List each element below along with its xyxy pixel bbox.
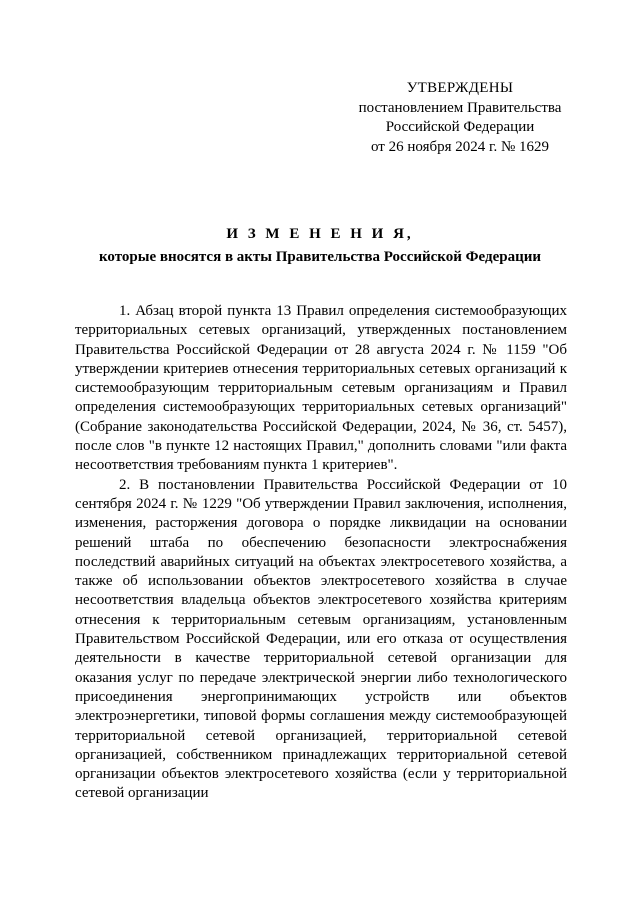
paragraph-2: 2. В постановлении Правительства Российской Федерации от 10 сентября 2024 г. № 1229 "Об утверждении Правил заключения, исполнения, изменения, расторжения договора о порядке ликвидации на основании решений штаба по обеспечению безопасности электроснабжения последствий аварийных ситуаций на объектах электросетевого хозяйства, а также об использовании объектов электросетевого хозяйства в случае несоответствия владельца объектов электросетевого хозяйства критериям отнесения к территориальным сетевым организациям, установленным Правительством Российской Федерации, или его отказа от осуществления деятельности в качестве территориальной сетевой организации для оказания услуг по передаче электрической энергии либо технологического присоединения энергопринимающих устройств или объектов электроэнергетики, типовой формы соглашения между системообразующей территориальной сетевой организацией, территориальной сетевой организацией, собственником принадлежащих территориальной сетевой организации объектов электросетевого хозяйства (если у территориальной сетевой организации — [75, 476, 567, 802]
approval-heading: УТВЕРЖДЕНЫ — [406, 80, 514, 96]
approval-stamp — [330, 79, 590, 157]
approval-line-3: от 26 ноября 2024 г. № 1629 — [370, 138, 550, 155]
document-title: И З М Е Н Е Н И Я, — [226, 226, 414, 242]
document-body — [75, 302, 567, 804]
approval-line-2: Российской Федерации — [385, 119, 535, 135]
approval-line-1: постановлением Правительства — [358, 99, 562, 116]
paragraph-1: 1. Абзац второй пункта 13 Правил определения системообразующих территориальных сетевых организаций, утвержденных постановлением Правительства Российской Федерации от 28 августа 2024 г. № 1159 "Об утверждении критериев отнесения территориальных сетевых организаций к системообразующим территориальным сетевым организациям и Правил определения системообразующих территориальных сетевых организаций" (Собрание законодательства Российской Федерации, 2024, № 36, ст. 5457), после слов "в пункте 12 настоящих Правил," дополнить словами "или факта несоответствия требованиям пункта 1 критериев". — [75, 303, 567, 474]
document-subtitle: которые вносятся в акты Правительства Российской Федерации — [98, 249, 542, 265]
